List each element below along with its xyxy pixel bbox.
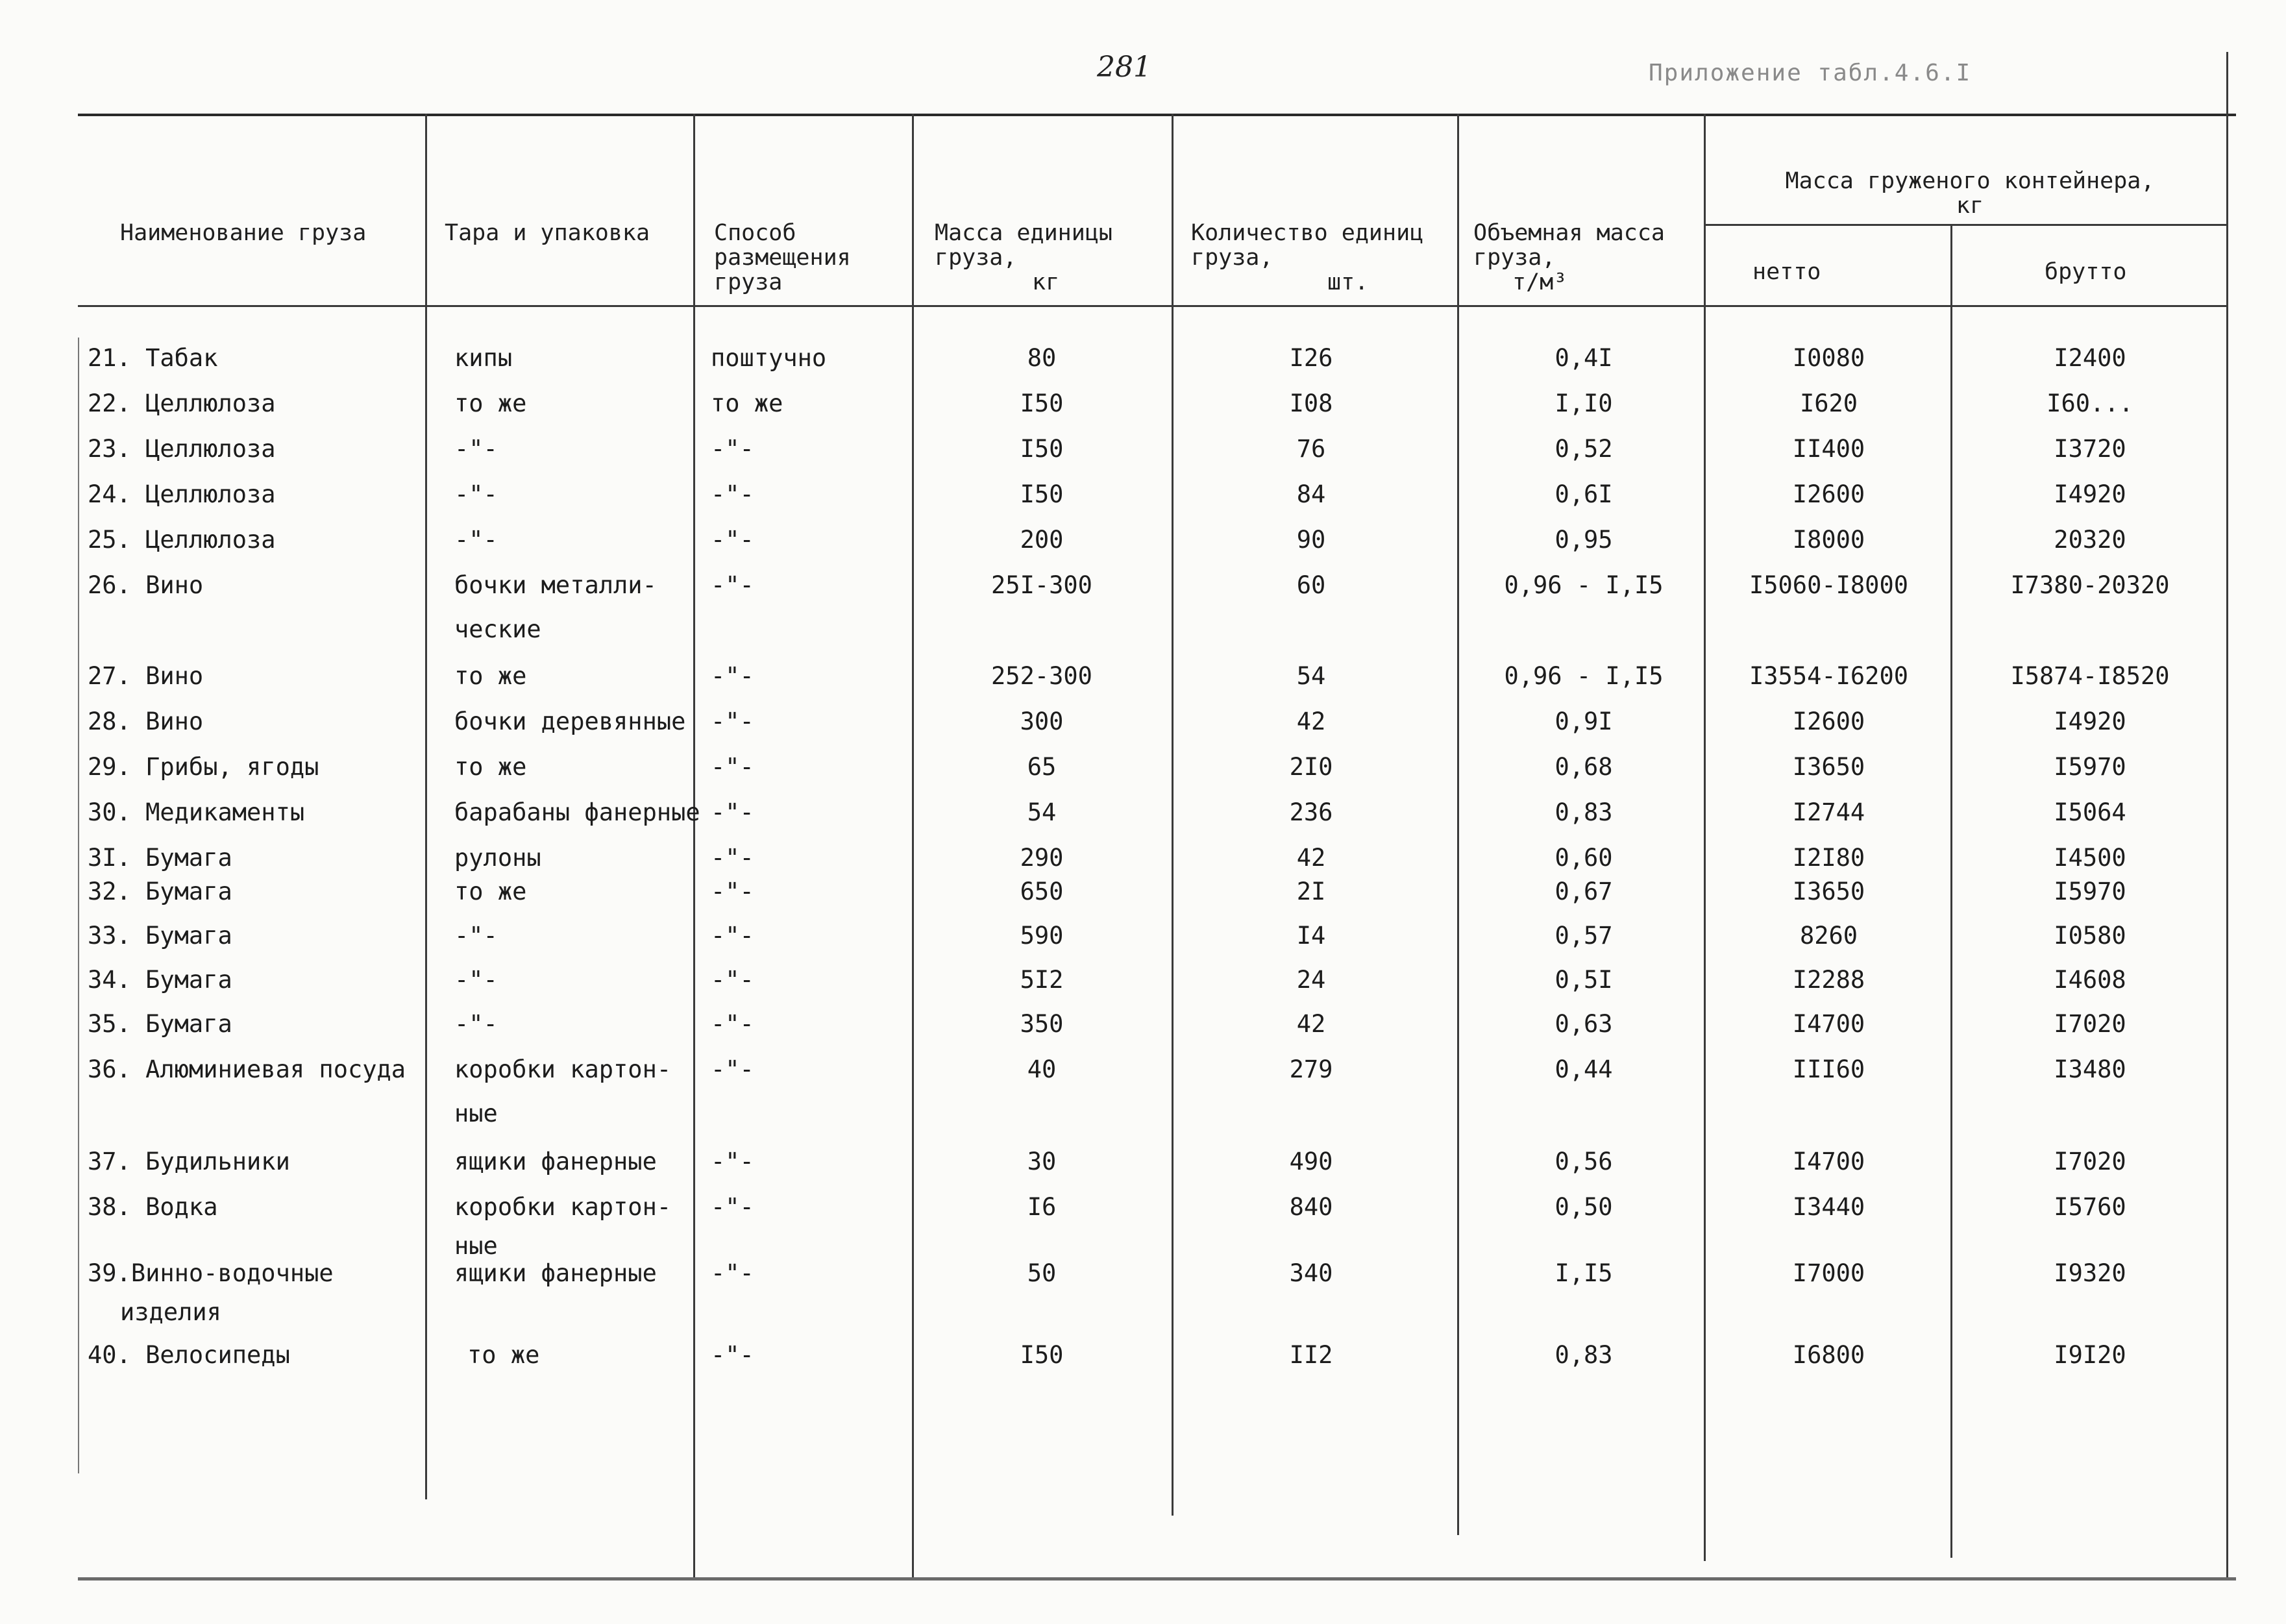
table-row <box>0 754 2286 783</box>
table-row <box>0 436 2286 465</box>
cell-name: 29. Грибы, ягоды <box>88 753 319 781</box>
cell-quantity: 279 <box>1289 1055 1333 1083</box>
cell-name: 36. Алюминиевая посуда <box>88 1055 406 1083</box>
cell-name: 34. Бумага <box>88 966 232 994</box>
cell-placement: -"- <box>711 1055 754 1083</box>
cell-quantity: 84 <box>1296 480 1326 508</box>
cell-name: 39.Винно-водочные изделия <box>88 1259 334 1326</box>
header-container-mass: Масса груженого контейнера, кг <box>1785 168 2155 219</box>
cell-volume-mass: 0,9I <box>1555 707 1613 735</box>
cell-packaging: то же <box>454 662 527 690</box>
cell-gross: I0580 <box>2054 922 2126 950</box>
cell-gross: I3480 <box>2054 1055 2126 1083</box>
cell-name: 3I. Бумага <box>88 844 232 872</box>
cell-unit-mass: 54 <box>1027 798 1057 826</box>
cell-net: I2I80 <box>1792 844 1865 872</box>
cell-gross: I4608 <box>2054 966 2126 994</box>
header-unit-mass: Масса единицы груза, кг <box>935 220 1112 295</box>
cell-net: I3554-I6200 <box>1749 662 1909 690</box>
cell-unit-mass: 590 <box>1020 922 1064 950</box>
cell-unit-mass: I50 <box>1020 1341 1064 1369</box>
cell-unit-mass: 30 <box>1027 1148 1057 1175</box>
cell-volume-mass: 0,57 <box>1555 922 1613 950</box>
cell-packaging: -"- <box>454 480 498 508</box>
cell-packaging: коробки картон- ные <box>454 1193 672 1260</box>
cell-gross: I7380-20320 <box>2010 571 2170 599</box>
cell-gross: I5874-I8520 <box>2010 662 2170 690</box>
cell-volume-mass: 0,6I <box>1555 480 1613 508</box>
cell-packaging: -"- <box>454 1010 498 1038</box>
cell-packaging: ящики фанерные <box>454 1148 657 1175</box>
cell-name: 38. Водка <box>88 1193 218 1221</box>
cell-name: 30. Медикаменты <box>88 798 305 826</box>
header-volume-mass: Объемная масса груза, т/м³ <box>1473 220 1665 295</box>
cell-quantity: 60 <box>1296 571 1326 599</box>
cell-volume-mass: 0,63 <box>1555 1010 1613 1038</box>
cell-net: I3440 <box>1792 1193 1865 1221</box>
cell-gross: I5970 <box>2054 878 2126 905</box>
cell-placement: -"- <box>711 480 754 508</box>
cell-name: 35. Бумага <box>88 1010 232 1038</box>
header-quantity: Количество единиц груза, шт. <box>1191 220 1424 295</box>
cell-quantity: 236 <box>1289 798 1333 826</box>
cell-net: I8000 <box>1792 526 1865 554</box>
cell-name: 40. Велосипеды <box>88 1341 290 1369</box>
table-row <box>0 923 2286 952</box>
cell-unit-mass: I50 <box>1020 435 1064 463</box>
cell-volume-mass: 0,44 <box>1555 1055 1613 1083</box>
cell-gross: I4500 <box>2054 844 2126 872</box>
cell-placement: -"- <box>711 1259 754 1287</box>
table-row <box>0 967 2286 996</box>
cell-gross: I4920 <box>2054 707 2126 735</box>
cell-volume-mass: 0,60 <box>1555 844 1613 872</box>
cell-name: 23. Целлюлоза <box>88 435 276 463</box>
cell-quantity: 42 <box>1296 707 1326 735</box>
cell-packaging: то же <box>467 1341 540 1369</box>
cell-placement: -"- <box>711 1193 754 1221</box>
cell-unit-mass: 252-300 <box>991 662 1092 690</box>
cell-volume-mass: 0,50 <box>1555 1193 1613 1221</box>
cell-packaging: коробки картон- ные <box>454 1055 672 1127</box>
cell-placement: -"- <box>711 707 754 735</box>
cell-volume-mass: 0,5I <box>1555 966 1613 994</box>
table-row <box>0 1149 2286 1178</box>
cell-packaging: то же <box>454 389 527 417</box>
cell-volume-mass: 0,52 <box>1555 435 1613 463</box>
cell-quantity: 76 <box>1296 435 1326 463</box>
cell-volume-mass: I,I5 <box>1555 1259 1613 1287</box>
cell-placement: -"- <box>711 966 754 994</box>
table-row <box>0 845 2286 874</box>
cell-net: 8260 <box>1799 922 1858 950</box>
header-bottom-rule <box>78 305 2226 307</box>
header-gross: брутто <box>2045 259 2127 285</box>
cell-placement: -"- <box>711 878 754 905</box>
header-net: нетто <box>1752 259 1821 285</box>
cell-packaging: рулоны <box>454 844 541 872</box>
cell-packaging: -"- <box>454 435 498 463</box>
table-row <box>0 800 2286 829</box>
cell-volume-mass: 0,67 <box>1555 878 1613 905</box>
cell-placement: то же <box>711 389 783 417</box>
cell-net: I0080 <box>1792 344 1865 372</box>
cell-name: 27. Вино <box>88 662 204 690</box>
cell-quantity: I26 <box>1289 344 1333 372</box>
cell-gross: I4920 <box>2054 480 2126 508</box>
cell-quantity: 90 <box>1296 526 1326 554</box>
cell-unit-mass: 650 <box>1020 878 1064 905</box>
cell-quantity: 340 <box>1289 1259 1333 1287</box>
cell-placement: -"- <box>711 526 754 554</box>
table-row <box>0 527 2286 556</box>
cell-packaging: барабаны фанерные <box>454 798 700 826</box>
cell-gross: I5760 <box>2054 1193 2126 1221</box>
cell-placement: -"- <box>711 1148 754 1175</box>
cell-packaging: кипы <box>454 344 513 372</box>
cell-unit-mass: 40 <box>1027 1055 1057 1083</box>
cell-net: I2288 <box>1792 966 1865 994</box>
cell-net: III60 <box>1792 1055 1865 1083</box>
subheader-divider <box>1704 224 2226 226</box>
cell-placement: -"- <box>711 798 754 826</box>
cell-quantity: 24 <box>1296 966 1326 994</box>
cell-gross: 20320 <box>2054 526 2126 554</box>
table-row <box>0 879 2286 908</box>
cell-volume-mass: 0,4I <box>1555 344 1613 372</box>
cell-net: I2744 <box>1792 798 1865 826</box>
page-number: 281 <box>1097 51 1151 84</box>
table-row <box>0 1011 2286 1040</box>
cell-volume-mass: 0,68 <box>1555 753 1613 781</box>
cell-net: I4700 <box>1792 1010 1865 1038</box>
cell-net: I5060-I8000 <box>1749 571 1909 599</box>
cell-packaging: бочки деревянные <box>454 707 686 735</box>
cell-quantity: 42 <box>1296 844 1326 872</box>
table-bottom-rule <box>78 1577 2236 1581</box>
table-row <box>0 572 2286 647</box>
cell-quantity: 42 <box>1296 1010 1326 1038</box>
cell-packaging: то же <box>454 878 527 905</box>
cell-name: 24. Целлюлоза <box>88 480 276 508</box>
cell-quantity: 2I0 <box>1289 753 1333 781</box>
cell-packaging: ящики фанерные <box>454 1259 657 1287</box>
cell-packaging: -"- <box>454 526 498 554</box>
cell-gross: I9320 <box>2054 1259 2126 1287</box>
cell-quantity: II2 <box>1289 1341 1333 1369</box>
cell-unit-mass: 290 <box>1020 844 1064 872</box>
cell-gross: I60... <box>2046 389 2133 417</box>
cell-placement: поштучно <box>711 344 827 372</box>
cell-unit-mass: 80 <box>1027 344 1057 372</box>
cell-gross: I2400 <box>2054 344 2126 372</box>
cell-gross: I5970 <box>2054 753 2126 781</box>
table-row <box>0 391 2286 420</box>
table-row <box>0 1057 2286 1131</box>
cell-unit-mass: I50 <box>1020 389 1064 417</box>
cell-name: 37. Будильники <box>88 1148 290 1175</box>
cell-net: I7000 <box>1792 1259 1865 1287</box>
table-row <box>0 345 2286 375</box>
cell-quantity: I4 <box>1296 922 1326 950</box>
cell-packaging: то же <box>454 753 527 781</box>
cell-gross: I9I20 <box>2054 1341 2126 1369</box>
appendix-label: Приложение табл.4.6.I <box>1649 60 1972 86</box>
cell-quantity: 840 <box>1289 1193 1333 1221</box>
cell-net: I3650 <box>1792 878 1865 905</box>
cell-name: 28. Вино <box>88 707 204 735</box>
cell-volume-mass: I,I0 <box>1555 389 1613 417</box>
cell-packaging: -"- <box>454 922 498 950</box>
cell-net: I2600 <box>1792 707 1865 735</box>
cell-placement: -"- <box>711 662 754 690</box>
cell-net: I6800 <box>1792 1341 1865 1369</box>
cell-unit-mass: 350 <box>1020 1010 1064 1038</box>
cell-placement: -"- <box>711 922 754 950</box>
cell-name: 26. Вино <box>88 571 204 599</box>
cell-quantity: I08 <box>1289 389 1333 417</box>
cell-quantity: 54 <box>1296 662 1326 690</box>
table-row <box>0 482 2286 511</box>
cell-placement: -"- <box>711 753 754 781</box>
table-top-rule <box>78 114 2236 116</box>
cell-net: I2600 <box>1792 480 1865 508</box>
table-row <box>0 1342 2286 1372</box>
cell-unit-mass: 65 <box>1027 753 1057 781</box>
cell-volume-mass: 0,83 <box>1555 798 1613 826</box>
table-row <box>0 1261 2286 1332</box>
table-row <box>0 1194 2286 1259</box>
cell-net: I620 <box>1799 389 1858 417</box>
cell-unit-mass: I50 <box>1020 480 1064 508</box>
cell-volume-mass: 0,95 <box>1555 526 1613 554</box>
cell-volume-mass: 0,96 - I,I5 <box>1504 571 1664 599</box>
table-row <box>0 709 2286 738</box>
cell-name: 33. Бумага <box>88 922 232 950</box>
cell-unit-mass: I6 <box>1027 1193 1057 1221</box>
cell-net: I3650 <box>1792 753 1865 781</box>
cell-volume-mass: 0,56 <box>1555 1148 1613 1175</box>
cell-name: 32. Бумага <box>88 878 232 905</box>
cell-unit-mass: 50 <box>1027 1259 1057 1287</box>
cell-quantity: 490 <box>1289 1148 1333 1175</box>
cell-name: 25. Целлюлоза <box>88 526 276 554</box>
cell-placement: -"- <box>711 571 754 599</box>
cell-quantity: 2I <box>1296 878 1326 905</box>
cell-placement: -"- <box>711 1341 754 1369</box>
cell-gross: I3720 <box>2054 435 2126 463</box>
cell-gross: I7020 <box>2054 1148 2126 1175</box>
cell-placement: -"- <box>711 435 754 463</box>
cell-unit-mass: 5I2 <box>1020 966 1064 994</box>
cell-unit-mass: 300 <box>1020 707 1064 735</box>
cell-packaging: -"- <box>454 966 498 994</box>
cell-placement: -"- <box>711 844 754 872</box>
cell-unit-mass: 25I-300 <box>991 571 1092 599</box>
cell-net: II400 <box>1792 435 1865 463</box>
cell-name: 22. Целлюлоза <box>88 389 276 417</box>
header-cargo-name: Наименование груза <box>120 220 367 246</box>
cell-gross: I5064 <box>2054 798 2126 826</box>
cell-placement: -"- <box>711 1010 754 1038</box>
cell-packaging: бочки металли- ческие <box>454 571 657 643</box>
cell-net: I4700 <box>1792 1148 1865 1175</box>
cell-gross: I7020 <box>2054 1010 2126 1038</box>
header-placement: Способ размещения груза <box>714 220 851 295</box>
cell-volume-mass: 0,96 - I,I5 <box>1504 662 1664 690</box>
header-packaging: Тара и упаковка <box>445 220 650 246</box>
table-row <box>0 663 2286 693</box>
cell-name: 21. Табак <box>88 344 218 372</box>
cell-volume-mass: 0,83 <box>1555 1341 1613 1369</box>
cell-unit-mass: 200 <box>1020 526 1064 554</box>
